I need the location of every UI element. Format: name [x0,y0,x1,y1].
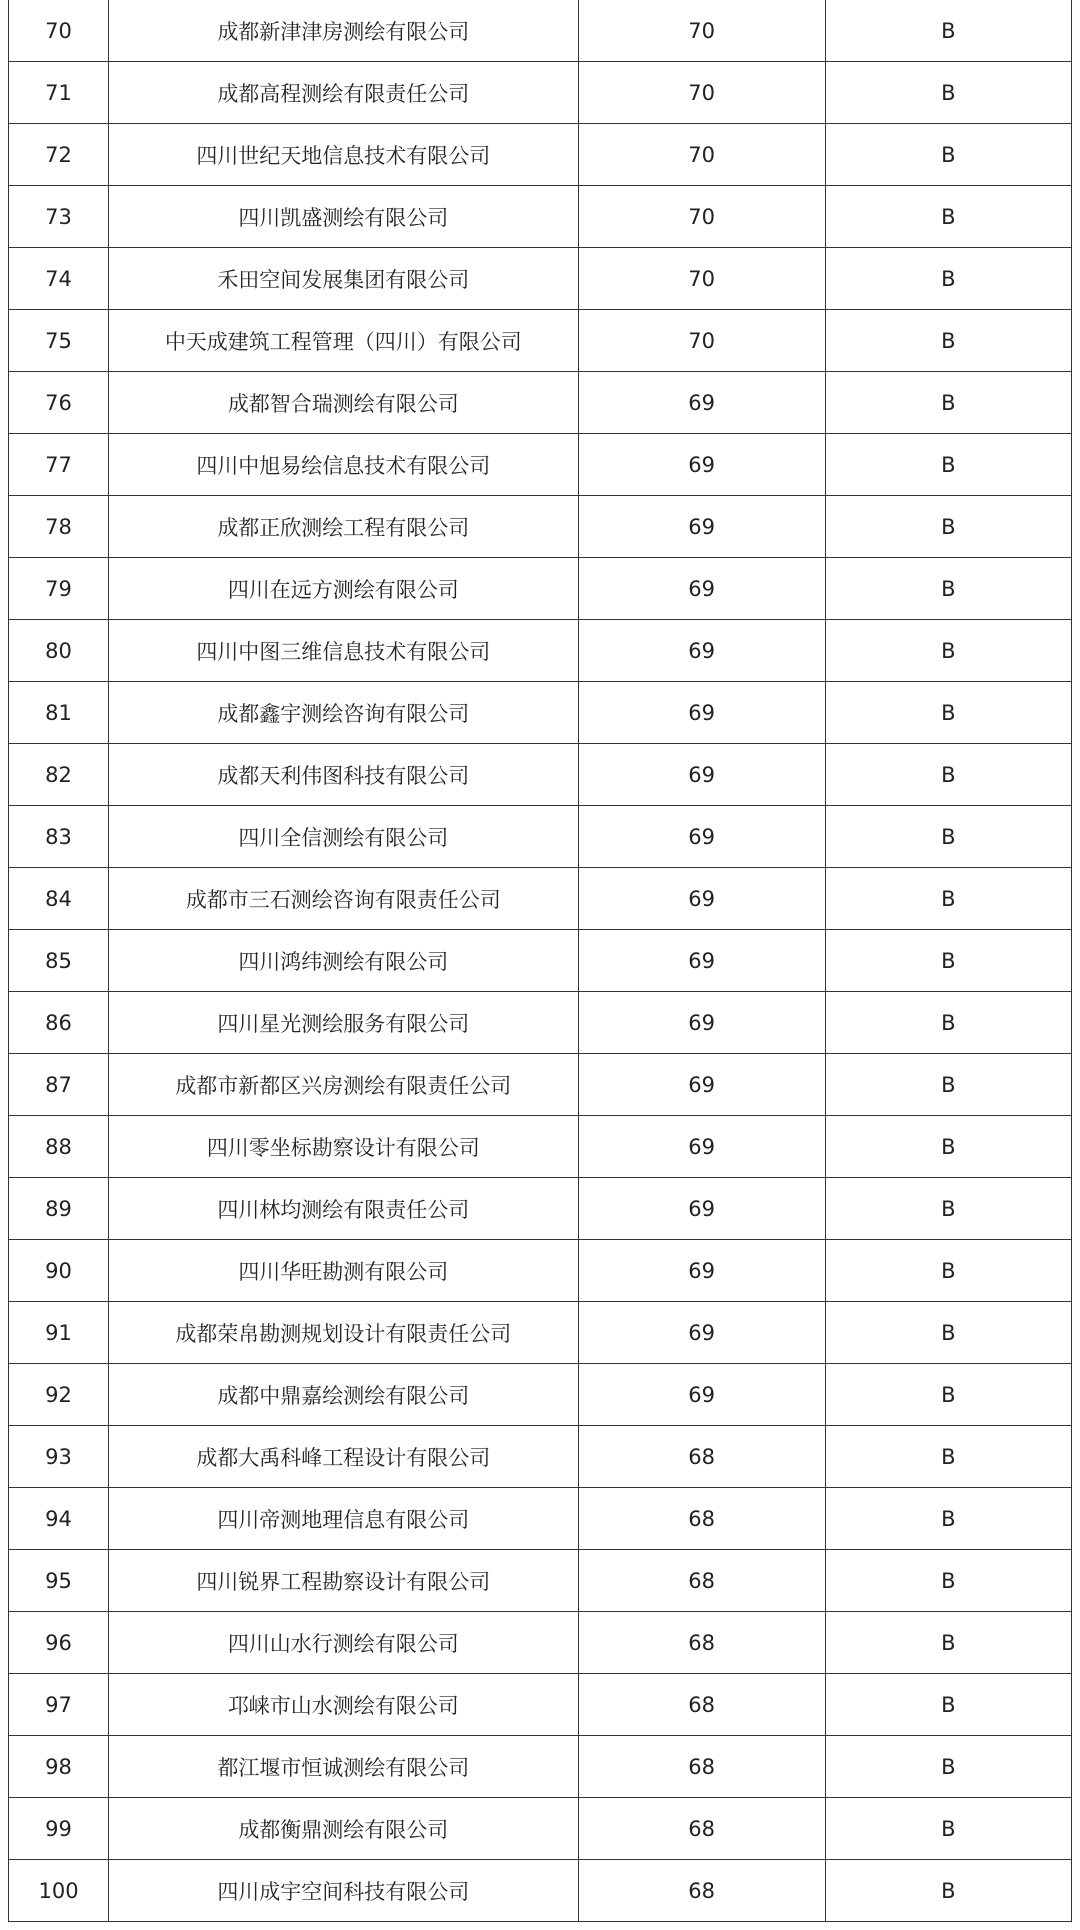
table-row [9,1488,1072,1550]
grade-cell: B [825,1426,1071,1488]
table-row [9,0,1072,62]
company-name-cell: 四川凯盛测绘有限公司 [109,186,578,248]
grade-cell: B [825,0,1071,62]
grade-cell: B [825,496,1071,558]
grade-cell: B [825,620,1071,682]
grade-cell: B [825,682,1071,744]
table-row [9,1612,1072,1674]
company-name-cell: 都江堰市恒诚测绘有限公司 [109,1736,578,1798]
table-row [9,744,1072,806]
score-cell: 68 [578,1426,825,1488]
table-row [9,1736,1072,1798]
row-number-cell: 77 [9,434,109,496]
table-row [9,1116,1072,1178]
row-number-cell: 79 [9,558,109,620]
grade-cell: B [825,868,1071,930]
score-cell: 70 [578,124,825,186]
company-name-cell: 成都新津津房测绘有限公司 [109,0,578,62]
row-number-cell: 73 [9,186,109,248]
ranking-table-body [9,0,1072,1922]
table-row [9,434,1072,496]
company-name-cell: 四川鸿纬测绘有限公司 [109,930,578,992]
score-cell: 69 [578,1054,825,1116]
grade-cell: B [825,1302,1071,1364]
grade-cell: B [825,1674,1071,1736]
table-row [9,124,1072,186]
row-number-cell: 100 [9,1860,109,1922]
row-number-cell: 95 [9,1550,109,1612]
grade-cell: B [825,1178,1071,1240]
company-name-cell: 四川锐界工程勘察设计有限公司 [109,1550,578,1612]
table-row [9,868,1072,930]
table-row [9,558,1072,620]
score-cell: 68 [578,1488,825,1550]
table-row [9,620,1072,682]
company-name-cell: 成都中鼎嘉绘测绘有限公司 [109,1364,578,1426]
row-number-cell: 94 [9,1488,109,1550]
table-row [9,930,1072,992]
row-number-cell: 74 [9,248,109,310]
row-number-cell: 72 [9,124,109,186]
table-row [9,1550,1072,1612]
table-row [9,1240,1072,1302]
grade-cell: B [825,1550,1071,1612]
row-number-cell: 82 [9,744,109,806]
row-number-cell: 99 [9,1798,109,1860]
table-row [9,1426,1072,1488]
grade-cell: B [825,992,1071,1054]
grade-cell: B [825,186,1071,248]
grade-cell: B [825,930,1071,992]
grade-cell: B [825,372,1071,434]
score-cell: 70 [578,0,825,62]
company-name-cell: 四川中图三维信息技术有限公司 [109,620,578,682]
row-number-cell: 76 [9,372,109,434]
score-cell: 68 [578,1798,825,1860]
grade-cell: B [825,124,1071,186]
row-number-cell: 96 [9,1612,109,1674]
table-row [9,682,1072,744]
company-name-cell: 成都高程测绘有限责任公司 [109,62,578,124]
row-number-cell: 86 [9,992,109,1054]
score-cell: 70 [578,186,825,248]
score-cell: 69 [578,372,825,434]
score-cell: 69 [578,434,825,496]
grade-cell: B [825,1364,1071,1426]
grade-cell: B [825,1736,1071,1798]
grade-cell: B [825,744,1071,806]
score-cell: 69 [578,1178,825,1240]
score-cell: 69 [578,682,825,744]
company-name-cell: 四川星光测绘服务有限公司 [109,992,578,1054]
company-name-cell: 成都衡鼎测绘有限公司 [109,1798,578,1860]
row-number-cell: 85 [9,930,109,992]
row-number-cell: 90 [9,1240,109,1302]
table-row [9,1860,1072,1922]
row-number-cell: 71 [9,62,109,124]
score-cell: 70 [578,62,825,124]
grade-cell: B [825,248,1071,310]
grade-cell: B [825,1798,1071,1860]
ranking-table [8,0,1072,1922]
company-name-cell: 禾田空间发展集团有限公司 [109,248,578,310]
row-number-cell: 83 [9,806,109,868]
score-cell: 69 [578,1116,825,1178]
table-row [9,62,1072,124]
company-name-cell: 成都荣帛勘测规划设计有限责任公司 [109,1302,578,1364]
table-row [9,1364,1072,1426]
table-row [9,806,1072,868]
row-number-cell: 87 [9,1054,109,1116]
grade-cell: B [825,1116,1071,1178]
grade-cell: B [825,1860,1071,1922]
company-name-cell: 四川山水行测绘有限公司 [109,1612,578,1674]
table-row [9,1054,1072,1116]
grade-cell: B [825,1612,1071,1674]
score-cell: 68 [578,1612,825,1674]
table-row [9,372,1072,434]
company-name-cell: 四川全信测绘有限公司 [109,806,578,868]
score-cell: 69 [578,1240,825,1302]
score-cell: 70 [578,310,825,372]
score-cell: 69 [578,558,825,620]
grade-cell: B [825,62,1071,124]
company-name-cell: 成都鑫宇测绘咨询有限公司 [109,682,578,744]
company-name-cell: 邛崃市山水测绘有限公司 [109,1674,578,1736]
company-name-cell: 四川林均测绘有限责任公司 [109,1178,578,1240]
score-cell: 69 [578,496,825,558]
row-number-cell: 88 [9,1116,109,1178]
row-number-cell: 98 [9,1736,109,1798]
company-name-cell: 中天成建筑工程管理（四川）有限公司 [109,310,578,372]
row-number-cell: 75 [9,310,109,372]
score-cell: 68 [578,1550,825,1612]
company-name-cell: 成都正欣测绘工程有限公司 [109,496,578,558]
score-cell: 68 [578,1736,825,1798]
company-name-cell: 成都市三石测绘咨询有限责任公司 [109,868,578,930]
table-row [9,1674,1072,1736]
grade-cell: B [825,806,1071,868]
table-row [9,1302,1072,1364]
table-row [9,1798,1072,1860]
score-cell: 69 [578,1302,825,1364]
company-name-cell: 成都天利伟图科技有限公司 [109,744,578,806]
company-name-cell: 四川帝测地理信息有限公司 [109,1488,578,1550]
score-cell: 70 [578,248,825,310]
score-cell: 68 [578,1674,825,1736]
row-number-cell: 93 [9,1426,109,1488]
grade-cell: B [825,1054,1071,1116]
grade-cell: B [825,1488,1071,1550]
company-name-cell: 四川成宇空间科技有限公司 [109,1860,578,1922]
table-row [9,1178,1072,1240]
company-name-cell: 成都大禹科峰工程设计有限公司 [109,1426,578,1488]
row-number-cell: 91 [9,1302,109,1364]
row-number-cell: 80 [9,620,109,682]
score-cell: 69 [578,868,825,930]
row-number-cell: 92 [9,1364,109,1426]
row-number-cell: 78 [9,496,109,558]
company-name-cell: 成都市新都区兴房测绘有限责任公司 [109,1054,578,1116]
grade-cell: B [825,434,1071,496]
grade-cell: B [825,558,1071,620]
score-cell: 69 [578,620,825,682]
score-cell: 69 [578,992,825,1054]
company-name-cell: 四川零坐标勘察设计有限公司 [109,1116,578,1178]
table-row [9,186,1072,248]
company-name-cell: 四川华旺勘测有限公司 [109,1240,578,1302]
score-cell: 69 [578,806,825,868]
company-name-cell: 四川中旭易绘信息技术有限公司 [109,434,578,496]
row-number-cell: 70 [9,0,109,62]
table-row [9,992,1072,1054]
table-row [9,496,1072,558]
score-cell: 69 [578,1364,825,1426]
table-row [9,310,1072,372]
row-number-cell: 89 [9,1178,109,1240]
company-name-cell: 成都智合瑞测绘有限公司 [109,372,578,434]
score-cell: 69 [578,744,825,806]
company-name-cell: 四川在远方测绘有限公司 [109,558,578,620]
grade-cell: B [825,310,1071,372]
table-row [9,248,1072,310]
row-number-cell: 81 [9,682,109,744]
grade-cell: B [825,1240,1071,1302]
score-cell: 69 [578,930,825,992]
row-number-cell: 97 [9,1674,109,1736]
row-number-cell: 84 [9,868,109,930]
score-cell: 68 [578,1860,825,1922]
company-name-cell: 四川世纪天地信息技术有限公司 [109,124,578,186]
